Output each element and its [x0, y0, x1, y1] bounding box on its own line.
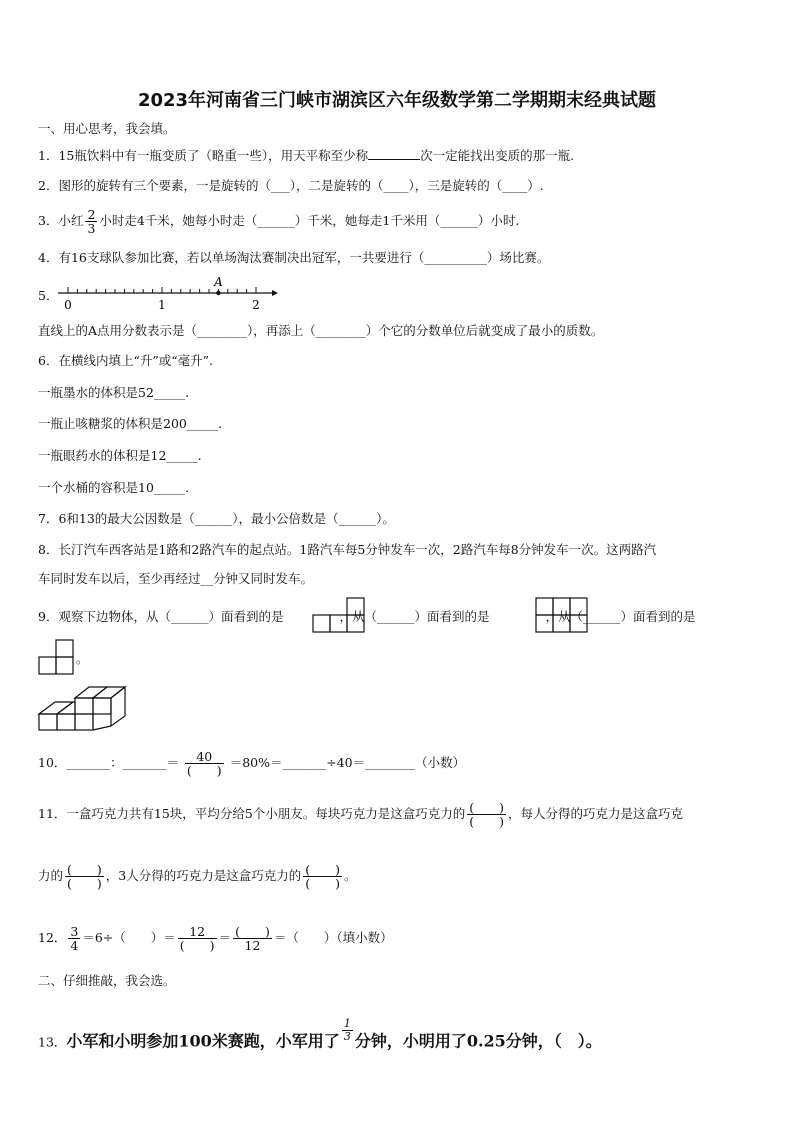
q11-fraction-3[interactable] [303, 863, 342, 890]
q12-text-b: ＝ [218, 930, 232, 945]
q12-fraction-c [233, 925, 272, 952]
q10-fraction [185, 750, 224, 777]
q7-number: 7． [38, 511, 59, 526]
q11-fraction-3-denominator: ( ) [305, 876, 341, 891]
q9-view-2-figure [535, 598, 591, 634]
q9-number: 9． [38, 609, 59, 624]
q5-number-line [58, 276, 278, 316]
q11-fraction-1-numerator: ( ) [469, 800, 505, 815]
q11-number: 11． [38, 806, 67, 821]
q12-fraction-a-denominator: 4 [70, 938, 79, 953]
q13-text-a: 小军和小明参加100米赛跑，小军用了 [66, 1031, 340, 1051]
section-heading-2: 二、仔细推敲，我会选。 [38, 973, 176, 988]
q4-text: 有16支球队参加比赛，若以单场淘汰赛制决出冠军，一共要进行（__________）场比赛。 [58, 250, 550, 265]
q11-text-a: 一盒巧克力共有15块，平均分给5个小朋友。每块巧克力是这盒巧克力的 [66, 806, 466, 821]
q11-fraction-3-numerator: ( ) [305, 862, 341, 877]
q11-text-e: 。 [344, 868, 357, 883]
q1-text-a: 15瓶饮料中有一瓶变质了（略重一些），用天平称至少称 [58, 148, 369, 163]
question-8 [38, 541, 764, 559]
q5-point-a-label: A [214, 275, 223, 289]
q13-fraction-denominator: 3 [343, 1030, 351, 1043]
q12-number: 12． [38, 930, 67, 945]
q11-fraction-2-denominator: ( ) [67, 876, 102, 891]
q3-text-a: 小红 [58, 213, 84, 228]
q10-number: 10． [38, 755, 67, 770]
question-3 [38, 206, 764, 236]
q12-fraction-c-denominator: 12 [244, 938, 261, 953]
q3-fraction-numerator: 2 [87, 207, 96, 222]
q8-text-b: 车同时发车以后，至少再经过__分钟又同时发车。 [38, 571, 314, 586]
q10-text-a: _______：_______＝ [66, 755, 179, 770]
q11-fraction-1-denominator: ( ) [469, 814, 505, 829]
question-13 [38, 1018, 764, 1054]
q12-fraction-b-numerator: 12 [178, 925, 217, 939]
question-11 [38, 796, 764, 832]
q12-text-a: ＝6÷（ ）＝ [82, 930, 176, 945]
q12-fraction-a [68, 925, 80, 952]
question-6 [38, 352, 764, 370]
q7-text: 6和13的最大公因数是（______），最小公倍数是（______）。 [58, 511, 395, 526]
q8-text-a: 长汀汽车西客站是1路和2路汽车的起点站。1路汽车每5分钟发车一次，2路汽车每8分钟发车一次。这两路汽 [58, 542, 657, 557]
q3-number: 3． [38, 213, 59, 228]
q13-number: 13． [38, 1034, 67, 1050]
page-title: 2023年河南省三门峡市湖滨区六年级数学第二学期期末经典试题 [137, 90, 657, 111]
q13-fraction [342, 1018, 353, 1043]
q12-fraction-b-denominator: ( ) [179, 938, 215, 953]
q9-text-b: ，从（______）面看到的是 [339, 609, 490, 624]
question-7 [38, 510, 764, 528]
q11-fraction-2-numerator: ( ) [67, 862, 102, 877]
q10-text-b: ＝80%＝_______÷40＝________（小数） [229, 755, 466, 770]
q5-number: 5． [38, 288, 59, 303]
q9-view-3-figure [38, 640, 78, 676]
q9-end: 。 [76, 651, 89, 666]
question-12 [38, 920, 764, 956]
q11-text-b: ，每人分得的巧克力是这盒巧克 [508, 806, 684, 821]
q11-line-2 [38, 858, 764, 894]
q6-item-3: 一瓶眼药水的体积是12_____. [38, 448, 202, 463]
q5-text: 直线上的A点用分数表示是（________），再添上（________）个它的分数单位后就变成了最小的质数。 [38, 323, 604, 338]
q9-text-a: 观察下边物体，从（______）面看到的是 [58, 609, 284, 624]
question-4 [38, 249, 764, 267]
q12-fraction-b [178, 925, 217, 952]
q10-fraction-denominator: ( ) [186, 763, 222, 778]
q4-number: 4． [38, 250, 59, 265]
q1-answer-blank[interactable] [368, 146, 420, 160]
q1-number: 1． [38, 148, 59, 163]
q9-solid-figure [38, 686, 128, 732]
q2-number: 2． [38, 178, 59, 193]
q6-text: 在横线内填上“升”或“毫升”. [58, 353, 213, 368]
q12-fraction-c-numerator: ( ) [235, 924, 270, 939]
question-9 [38, 608, 764, 626]
q6-item-2: 一瓶止咳糖浆的体积是200_____. [38, 416, 223, 431]
q3-text-b: 小时走4千米，她每小时走（______）千米，她每走1千米用（______）小时. [99, 213, 520, 228]
q11-text-c: 力的 [38, 868, 64, 883]
q3-fraction-denominator: 3 [87, 221, 96, 236]
q6-number: 6． [38, 353, 59, 368]
q9-text-c: ，从（______）面看到的是 [545, 609, 696, 624]
q5-tick-label-1: 1 [158, 298, 166, 312]
q11-text-d: ，3人分得的巧克力是这盒巧克力的 [105, 868, 302, 883]
q5-point-a-marker [216, 291, 220, 295]
question-1 [38, 146, 764, 165]
q2-text: 图形的旋转有三个要素，一是旋转的（___），二是旋转的（____），三是旋转的（____）. [58, 178, 544, 193]
q3-fraction [85, 208, 97, 235]
q11-fraction-2[interactable] [65, 863, 104, 890]
question-2 [38, 177, 764, 195]
q5-tick-label-0: 0 [64, 298, 72, 312]
q10-fraction-numerator: 40 [185, 750, 224, 764]
q13-fraction-numerator: 1 [343, 1017, 351, 1030]
q1-text-b: 次一定能找出变质的那一瓶. [420, 148, 575, 163]
q11-fraction-1[interactable] [467, 801, 506, 828]
q5-tick-label-2: 2 [252, 298, 260, 312]
q13-text-b: 分钟，小明用了0.25分钟，（ ）。 [354, 1031, 602, 1051]
question-10 [38, 746, 764, 780]
q6-item-4: 一个水桶的容积是10_____. [38, 480, 190, 495]
section-heading-1: 一、用心思考，我会填。 [38, 121, 176, 136]
q9-view-1-figure [312, 598, 368, 634]
q6-item-1: 一瓶墨水的体积是52_____. [38, 385, 190, 400]
q12-fraction-a-numerator: 3 [70, 924, 79, 939]
q12-text-c: ＝（ ）（填小数） [273, 930, 393, 945]
q8-number: 8． [38, 542, 59, 557]
